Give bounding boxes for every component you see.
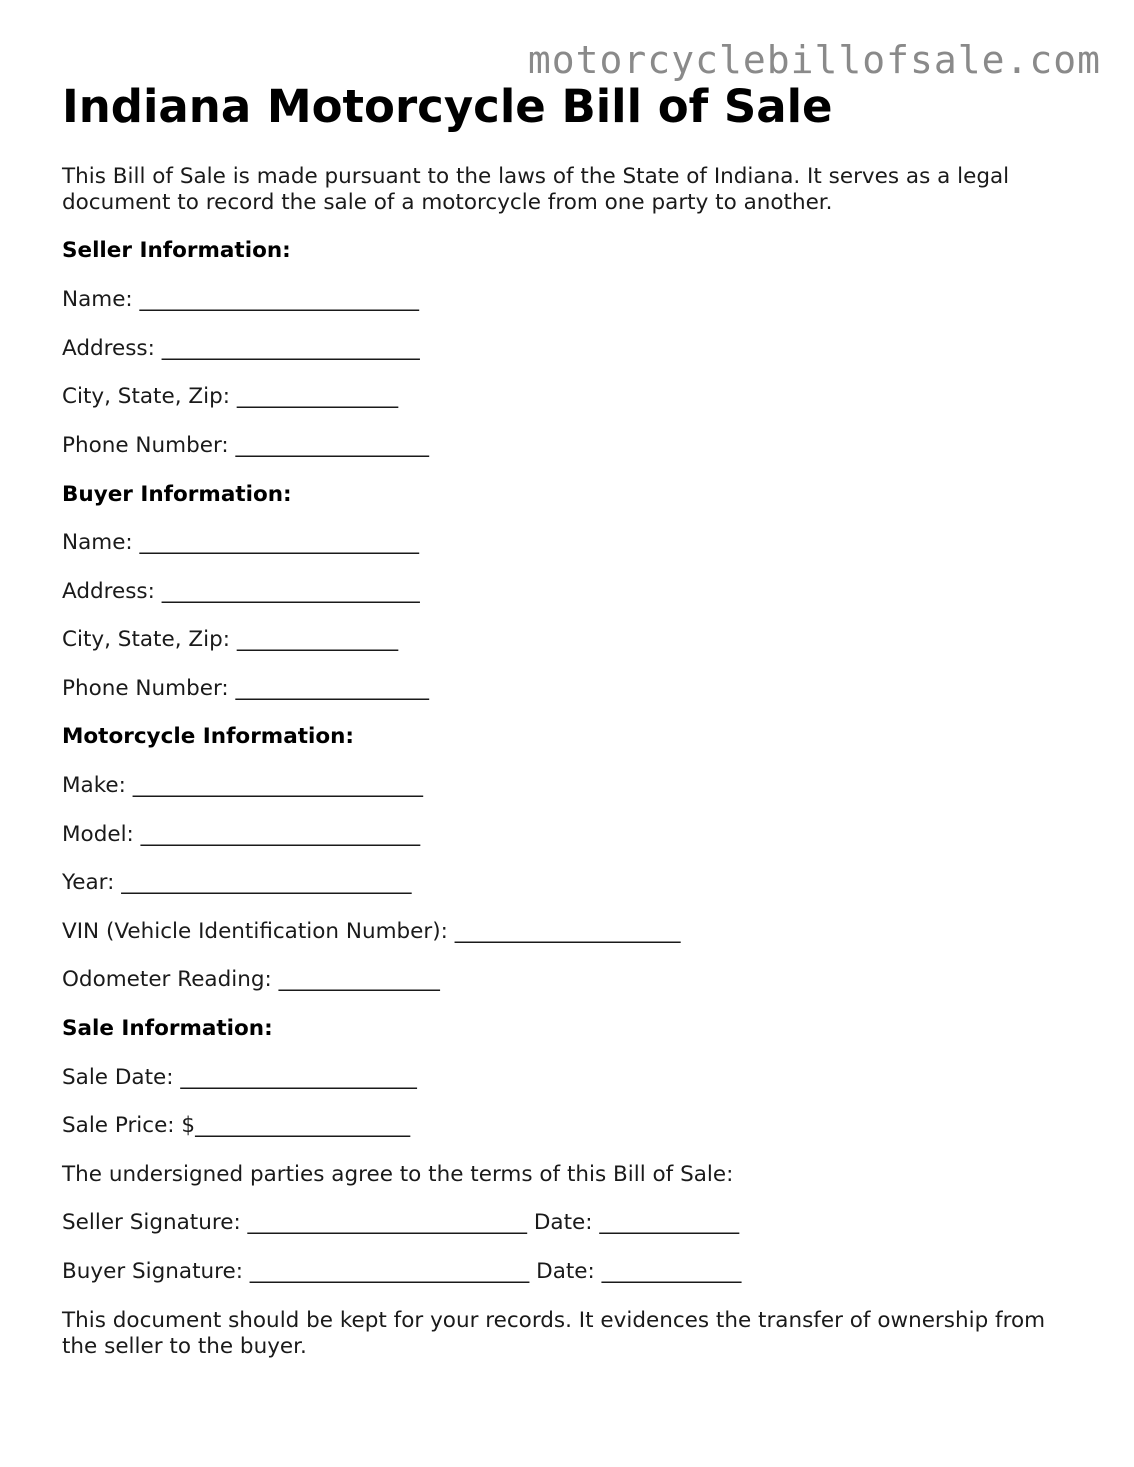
motorcycle-make-field[interactable]: Make: ___________________________ — [62, 773, 423, 798]
page-title: Indiana Motorcycle Bill of Sale — [62, 80, 833, 133]
motorcycle-vin-field[interactable]: VIN (Vehicle Identification Number): _____________________ — [62, 919, 681, 944]
buyer-address-field[interactable]: Address: ________________________ — [62, 579, 420, 604]
seller-name-field[interactable]: Name: __________________________ — [62, 287, 420, 312]
watermark: motorcyclebillofsale.com — [527, 38, 1101, 82]
buyer-city-field[interactable]: City, State, Zip: _______________ — [62, 627, 399, 652]
motorcycle-year-field[interactable]: Year: ___________________________ — [62, 870, 412, 895]
seller-heading: Seller Information: — [62, 238, 291, 263]
motorcycle-heading: Motorcycle Information: — [62, 724, 355, 749]
sale-heading: Sale Information: — [62, 1016, 273, 1041]
sale-date-field[interactable]: Sale Date: ______________________ — [62, 1065, 417, 1090]
motorcycle-model-field[interactable]: Model: __________________________ — [62, 822, 421, 847]
motorcycle-odometer-field[interactable]: Odometer Reading: _______________ — [62, 967, 440, 992]
buyer-phone-field[interactable]: Phone Number: __________________ — [62, 676, 430, 701]
agreement-text: The undersigned parties agree to the terms of this Bill of Sale: — [62, 1162, 734, 1187]
buyer-name-field[interactable]: Name: __________________________ — [62, 530, 420, 555]
buyer-heading: Buyer Information: — [62, 482, 292, 507]
buyer-signature-field[interactable]: Buyer Signature: __________________________ Date: _____________ — [62, 1259, 742, 1284]
sale-price-field[interactable]: Sale Price: $____________________ — [62, 1113, 411, 1138]
seller-signature-field[interactable]: Seller Signature: __________________________ Date: _____________ — [62, 1210, 740, 1235]
closing-paragraph: This document should be kept for your records. It evidences the transfer of ownership from the seller to the buyer. — [62, 1308, 1046, 1359]
seller-phone-field[interactable]: Phone Number: __________________ — [62, 433, 430, 458]
intro-paragraph: This Bill of Sale is made pursuant to the laws of the State of Indiana. It serves as a legal document to record the sale of a motorcycle from one party to another. — [62, 164, 1010, 215]
seller-city-field[interactable]: City, State, Zip: _______________ — [62, 384, 399, 409]
seller-address-field[interactable]: Address: ________________________ — [62, 336, 420, 361]
